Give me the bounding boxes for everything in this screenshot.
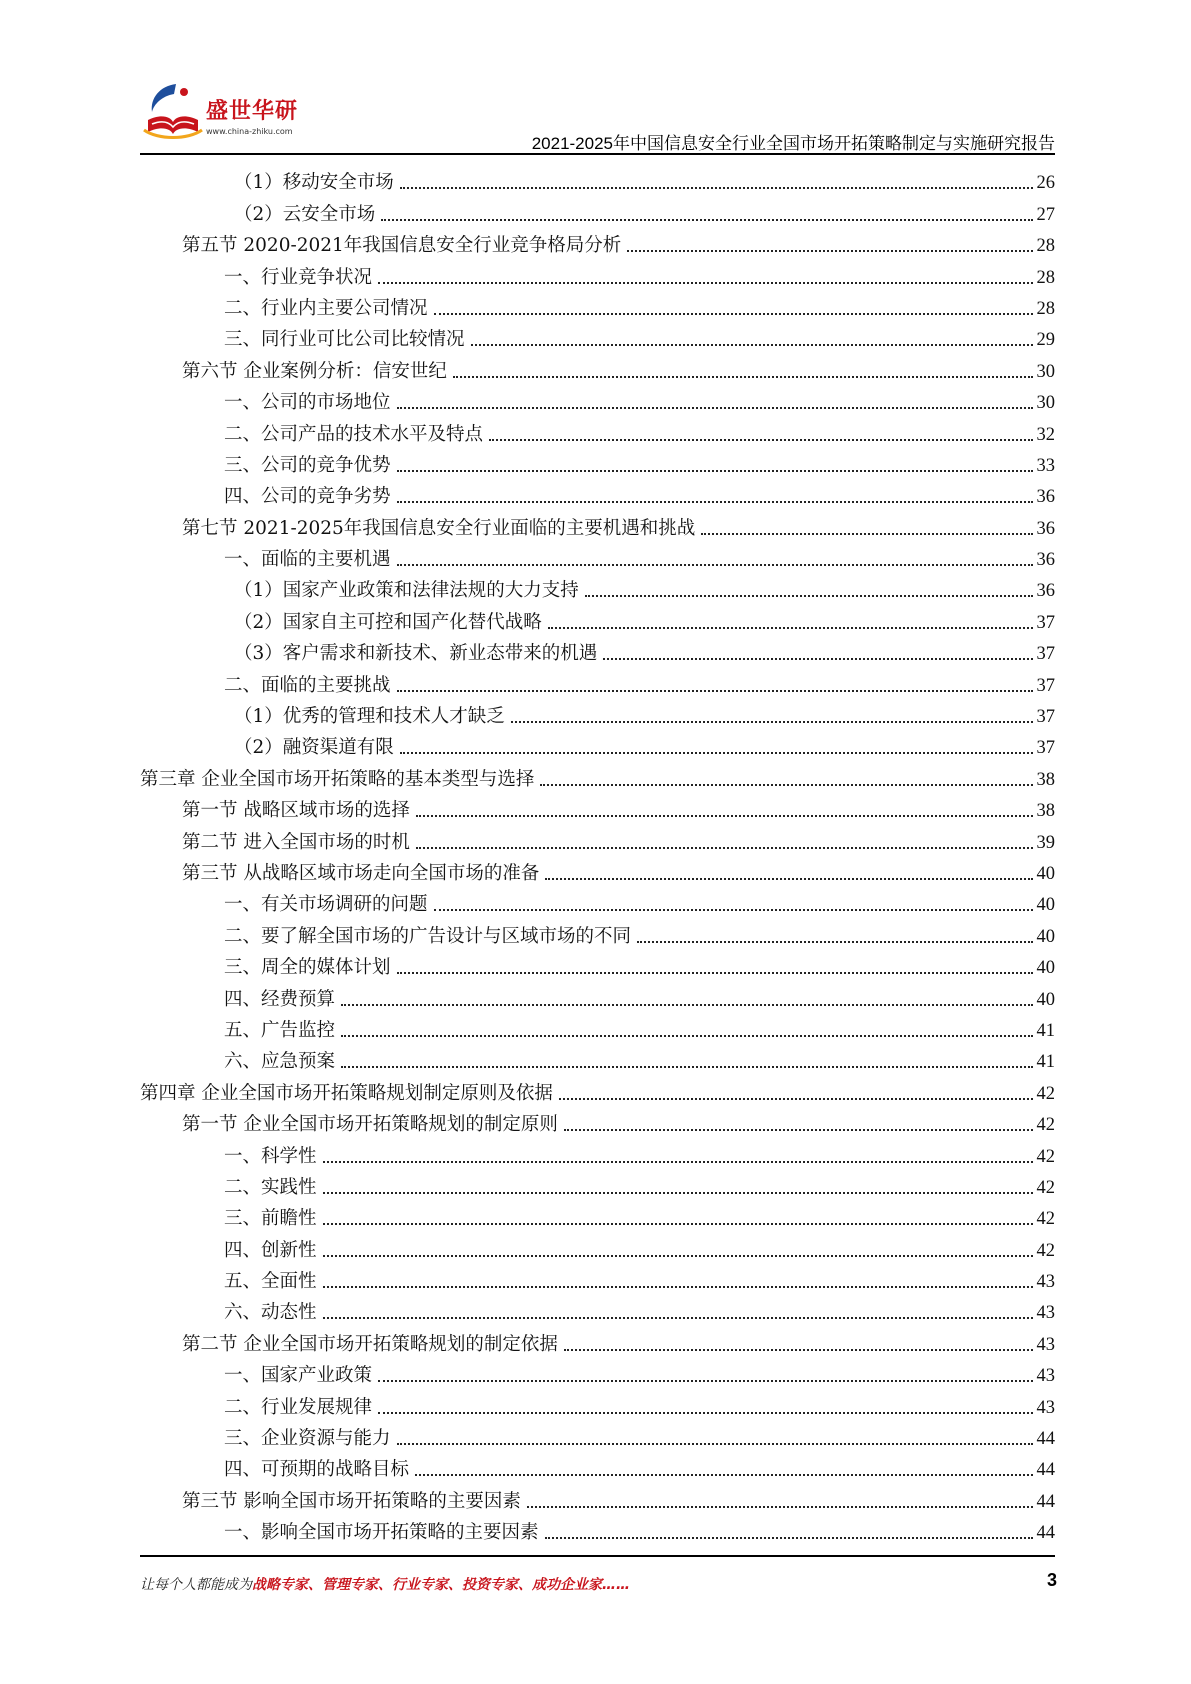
toc-entry[interactable] <box>140 602 1055 633</box>
toc-entry-page: 42 <box>1036 1240 1055 1261</box>
toc-entry[interactable] <box>140 916 1055 947</box>
toc-entry[interactable] <box>140 571 1055 602</box>
toc-entry[interactable] <box>140 226 1055 257</box>
toc-leader-dots <box>341 1004 1032 1006</box>
toc-entry-label: 五、全面性 <box>224 1271 317 1293</box>
slogan-prefix: 让每个人都能成为 <box>140 1577 252 1593</box>
toc-entry-label: 二、行业内主要公司情况 <box>224 297 428 319</box>
company-logo <box>140 80 310 144</box>
toc-entry-label: 三、同行业可比公司比较情况 <box>224 329 465 351</box>
toc-entry-label: 第三章 企业全国市场开拓策略的基本类型与选择 <box>140 768 535 790</box>
toc-entry-label: 二、公司产品的技术水平及特点 <box>224 423 484 445</box>
toc-entry-page: 40 <box>1036 926 1055 947</box>
toc-entry[interactable] <box>140 1387 1055 1418</box>
toc-entry-label: 第五节 2020-2021年我国信息安全行业竞争格局分析 <box>182 235 622 257</box>
toc-leader-dots <box>323 1286 1033 1288</box>
toc-entry-label: 第二节 企业全国市场开拓策略规划的制定依据 <box>182 1333 558 1355</box>
toc-entry[interactable] <box>140 1168 1055 1199</box>
toc-leader-dots <box>400 187 1033 189</box>
toc-entry-label: （1）移动安全市场 <box>234 172 394 194</box>
toc-leader-dots <box>637 941 1032 943</box>
footer-slogan <box>140 1574 630 1594</box>
toc-leader-dots <box>701 533 1032 535</box>
toc-leader-dots <box>559 1098 1033 1100</box>
toc-entry-page: 37 <box>1036 675 1055 696</box>
toc-leader-dots <box>603 658 1032 660</box>
toc-entry[interactable] <box>140 414 1055 445</box>
toc-leader-dots <box>511 721 1033 723</box>
toc-entry[interactable] <box>140 540 1055 571</box>
logo-url: www.china-zhiku.com <box>206 127 293 136</box>
toc-entry-label: 一、行业竞争状况 <box>224 266 373 288</box>
toc-entry[interactable] <box>140 1293 1055 1324</box>
toc-leader-dots <box>489 439 1032 441</box>
toc-entry-page: 43 <box>1036 1397 1055 1418</box>
toc-entry[interactable] <box>140 791 1055 822</box>
toc-leader-dots <box>453 376 1033 378</box>
toc-leader-dots <box>378 1412 1032 1414</box>
toc-entry-label: （2）融资渠道有限 <box>234 737 394 759</box>
toc-entry[interactable] <box>140 822 1055 853</box>
toc-entry-page: 42 <box>1036 1177 1055 1198</box>
toc-entry-page: 40 <box>1036 863 1055 884</box>
toc-entry-label: 第六节 企业案例分析：信安世纪 <box>182 360 447 382</box>
toc-entry-page: 36 <box>1036 487 1055 508</box>
toc-entry-page: 41 <box>1036 1020 1055 1041</box>
toc-entry-label: 二、面临的主要挑战 <box>224 674 391 696</box>
toc-entry[interactable] <box>140 383 1055 414</box>
toc-leader-dots <box>323 1255 1033 1257</box>
toc-leader-dots <box>416 847 1033 849</box>
toc-entry[interactable] <box>140 634 1055 665</box>
toc-leader-dots <box>323 1317 1033 1319</box>
toc-entry-label: 第三节 从战略区域市场走向全国市场的准备 <box>182 862 540 884</box>
toc-entry[interactable] <box>140 446 1055 477</box>
toc-entry-page: 44 <box>1036 1523 1055 1544</box>
toc-entry-page: 43 <box>1036 1334 1055 1355</box>
toc-leader-dots <box>323 1223 1033 1225</box>
toc-entry-label: 一、科学性 <box>224 1145 317 1167</box>
toc-entry-page: 36 <box>1036 581 1055 602</box>
toc-entry-label: 第七节 2021-2025年我国信息安全行业面临的主要机遇和挑战 <box>182 517 696 539</box>
toc-entry-page: 37 <box>1036 612 1055 633</box>
toc-entry[interactable] <box>140 1042 1055 1073</box>
toc-entry[interactable] <box>140 163 1055 194</box>
toc-entry-page: 28 <box>1036 236 1055 257</box>
toc-leader-dots <box>545 1537 1033 1539</box>
toc-entry-label: 五、广告监控 <box>224 1019 336 1041</box>
toc-entry-page: 43 <box>1036 1272 1055 1293</box>
toc-entry[interactable] <box>140 948 1055 979</box>
toc-entry-label: 一、影响全国市场开拓策略的主要因素 <box>224 1522 539 1544</box>
toc-entry-page: 43 <box>1036 1366 1055 1387</box>
toc-entry-page: 37 <box>1036 644 1055 665</box>
toc-leader-dots <box>341 1035 1032 1037</box>
toc-entry[interactable] <box>140 665 1055 696</box>
toc-entry-label: 一、国家产业政策 <box>224 1365 373 1387</box>
toc-entry[interactable] <box>140 1262 1055 1293</box>
toc-entry[interactable] <box>140 728 1055 759</box>
toc-leader-dots <box>564 1129 1033 1131</box>
toc-entry-page: 38 <box>1036 769 1055 790</box>
toc-entry[interactable] <box>140 1073 1055 1104</box>
toc-leader-dots <box>397 564 1033 566</box>
toc-entry-label: 第四章 企业全国市场开拓策略规划制定原则及依据 <box>140 1082 553 1104</box>
toc-entry[interactable] <box>140 1356 1055 1387</box>
toc-leader-dots <box>527 1506 1033 1508</box>
toc-leader-dots <box>323 1161 1033 1163</box>
toc-leader-dots <box>548 627 1033 629</box>
toc-entry-page: 40 <box>1036 989 1055 1010</box>
toc-entry-page: 42 <box>1036 1146 1055 1167</box>
toc-entry[interactable] <box>140 854 1055 885</box>
toc-entry-page: 36 <box>1036 550 1055 571</box>
toc-entry-page: 32 <box>1036 424 1055 445</box>
toc-entry-page: 36 <box>1036 518 1055 539</box>
toc-entry-label: 四、可预期的战略目标 <box>224 1459 410 1481</box>
toc-entry-label: 三、周全的媒体计划 <box>224 957 391 979</box>
toc-leader-dots <box>397 690 1033 692</box>
toc-leader-dots <box>545 878 1032 880</box>
toc-leader-dots <box>400 752 1033 754</box>
toc-entry-page: 37 <box>1036 738 1055 759</box>
toc-entry-label: 第一节 企业全国市场开拓策略规划的制定原则 <box>182 1114 558 1136</box>
toc-entry[interactable] <box>140 697 1055 728</box>
toc-leader-dots <box>564 1349 1033 1351</box>
toc-entry[interactable] <box>140 885 1055 916</box>
toc-leader-dots <box>416 815 1033 817</box>
toc-entry[interactable] <box>140 1011 1055 1042</box>
toc-entry-label: （2）国家自主可控和国产化替代战略 <box>234 611 542 633</box>
toc-entry-page: 39 <box>1036 832 1055 853</box>
toc-entry[interactable] <box>140 477 1055 508</box>
toc-entry-label: 一、公司的市场地位 <box>224 392 391 414</box>
toc-entry-page: 42 <box>1036 1083 1055 1104</box>
toc-entry-label: 六、应急预案 <box>224 1051 336 1073</box>
toc-entry-page: 30 <box>1036 361 1055 382</box>
toc-entry-page: 37 <box>1036 707 1055 728</box>
page-header <box>140 80 1055 160</box>
toc-entry-page: 44 <box>1036 1491 1055 1512</box>
toc-entry-label: 三、公司的竞争优势 <box>224 454 391 476</box>
toc-entry-page: 33 <box>1036 455 1055 476</box>
toc-leader-dots <box>471 344 1033 346</box>
toc-entry[interactable] <box>140 979 1055 1010</box>
toc-leader-dots <box>540 784 1032 786</box>
toc-entry-label: 一、有关市场调研的问题 <box>224 894 428 916</box>
toc-entry[interactable] <box>140 1136 1055 1167</box>
toc-leader-dots <box>397 407 1033 409</box>
table-of-contents <box>140 163 1055 1544</box>
toc-leader-dots <box>585 595 1033 597</box>
toc-entry[interactable] <box>140 1419 1055 1450</box>
toc-entry-page: 40 <box>1036 895 1055 916</box>
toc-entry[interactable] <box>140 508 1055 539</box>
toc-entry-label: 六、动态性 <box>224 1302 317 1324</box>
toc-leader-dots <box>341 1066 1032 1068</box>
toc-entry-page: 26 <box>1036 173 1055 194</box>
toc-entry[interactable] <box>140 759 1055 790</box>
toc-entry-page: 29 <box>1036 330 1055 351</box>
logo-text: 盛世华研 <box>206 99 299 124</box>
toc-entry-label: 第三节 影响全国市场开拓策略的主要因素 <box>182 1490 521 1512</box>
toc-entry-label: 第一节 战略区域市场的选择 <box>182 800 410 822</box>
toc-entry-label: 三、前瞻性 <box>224 1208 317 1230</box>
toc-entry-label: （1）国家产业政策和法律法规的大力支持 <box>234 580 579 602</box>
toc-leader-dots <box>397 501 1033 503</box>
toc-entry-page: 42 <box>1036 1209 1055 1230</box>
page-number: 3 <box>1046 1570 1057 1590</box>
toc-entry-label: （3）客户需求和新技术、新业态带来的机遇 <box>234 643 598 665</box>
toc-entry-page: 28 <box>1036 298 1055 319</box>
toc-leader-dots <box>323 1192 1033 1194</box>
toc-entry-label: 一、面临的主要机遇 <box>224 549 391 571</box>
toc-entry[interactable] <box>140 1230 1055 1261</box>
toc-leader-dots <box>434 909 1033 911</box>
toc-entry-page: 44 <box>1036 1429 1055 1450</box>
toc-entry-page: 44 <box>1036 1460 1055 1481</box>
toc-leader-dots <box>381 219 1032 221</box>
toc-leader-dots <box>397 1443 1033 1445</box>
toc-entry[interactable] <box>140 257 1055 288</box>
toc-leader-dots <box>397 470 1033 472</box>
toc-entry[interactable] <box>140 1199 1055 1230</box>
footer-divider <box>140 1555 1055 1557</box>
toc-entry-page: 28 <box>1036 267 1055 288</box>
toc-entry-page: 43 <box>1036 1303 1055 1324</box>
toc-entry-label: （2）云安全市场 <box>234 203 376 225</box>
toc-leader-dots <box>627 250 1032 252</box>
toc-entry-label: 第二节 进入全国市场的时机 <box>182 831 410 853</box>
toc-entry-label: 四、经费预算 <box>224 988 336 1010</box>
toc-entry[interactable] <box>140 1481 1055 1512</box>
toc-entry[interactable] <box>140 1324 1055 1355</box>
toc-leader-dots <box>397 972 1033 974</box>
toc-entry-label: 二、实践性 <box>224 1176 317 1198</box>
toc-entry-label: 二、要了解全国市场的广告设计与区域市场的不同 <box>224 925 632 947</box>
toc-entry[interactable] <box>140 320 1055 351</box>
slogan-highlight: 战略专家、管理专家、行业专家、投资专家、成功企业家…… <box>252 1577 630 1593</box>
toc-leader-dots <box>415 1474 1032 1476</box>
toc-entry-page: 40 <box>1036 958 1055 979</box>
toc-entry[interactable] <box>140 194 1055 225</box>
toc-entry-label: （1）优秀的管理和技术人才缺乏 <box>234 706 505 728</box>
toc-entry[interactable] <box>140 1513 1055 1544</box>
toc-entry-page: 42 <box>1036 1115 1055 1136</box>
toc-entry-page: 41 <box>1036 1052 1055 1073</box>
toc-leader-dots <box>378 282 1032 284</box>
toc-entry[interactable] <box>140 1105 1055 1136</box>
toc-entry[interactable] <box>140 289 1055 320</box>
logo-book-icon <box>140 80 206 144</box>
toc-entry-page: 27 <box>1036 204 1055 225</box>
toc-entry[interactable] <box>140 1450 1055 1481</box>
toc-entry-label: 二、行业发展规律 <box>224 1396 373 1418</box>
header-divider <box>140 153 1055 155</box>
toc-entry-page: 38 <box>1036 801 1055 822</box>
toc-leader-dots <box>434 313 1033 315</box>
toc-entry-page: 30 <box>1036 393 1055 414</box>
toc-entry-label: 四、创新性 <box>224 1239 317 1261</box>
toc-entry-label: 三、企业资源与能力 <box>224 1428 391 1450</box>
toc-leader-dots <box>378 1380 1032 1382</box>
toc-entry[interactable] <box>140 351 1055 382</box>
toc-entry-label: 四、公司的竞争劣势 <box>224 486 391 508</box>
report-title: 2021-2025年中国信息安全行业全国市场开拓策略制定与实施研究报告 <box>531 134 1055 153</box>
